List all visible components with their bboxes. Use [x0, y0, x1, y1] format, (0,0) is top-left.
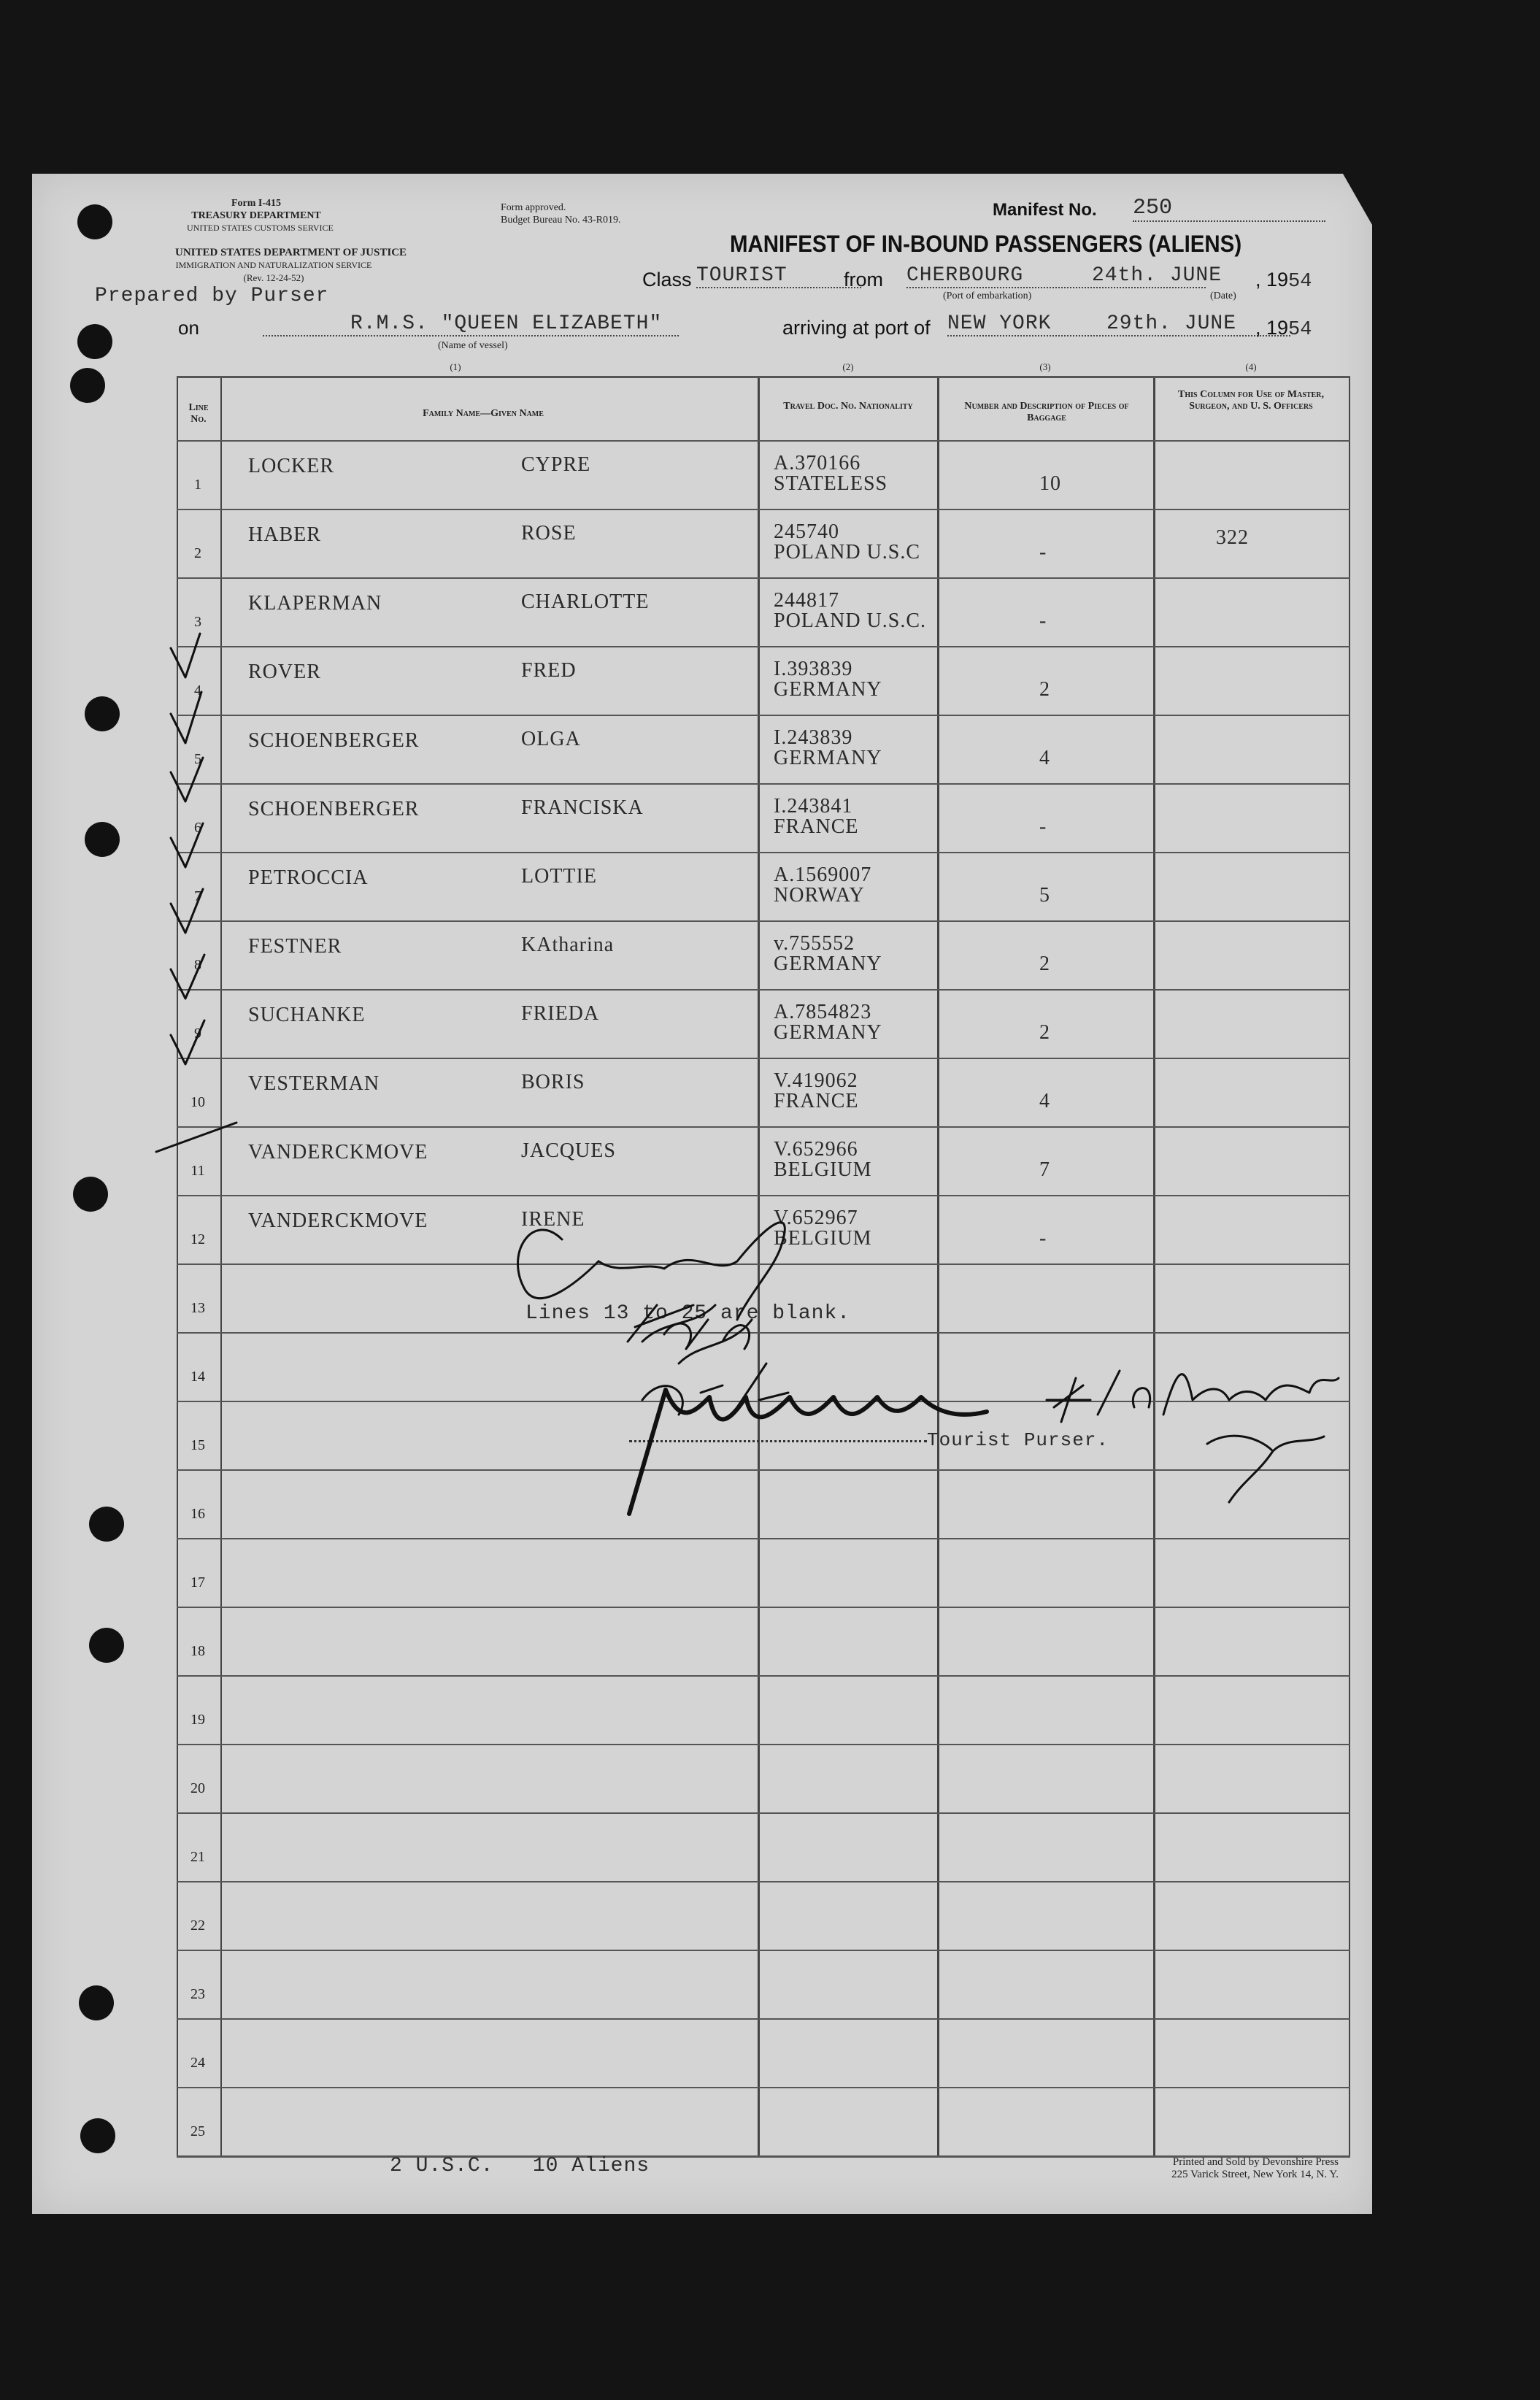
printer-line-1: Printed and Sold by Devonshire Press: [1172, 2156, 1339, 2168]
baggage-count: -: [1039, 541, 1047, 564]
passenger-given-name: FRIEDA: [521, 1002, 600, 1025]
passenger-nationality: BELGIUM: [774, 1227, 872, 1250]
form-approved: Form approved.: [501, 202, 566, 213]
row-rule: [177, 646, 1350, 647]
passenger-nationality: FRANCE: [774, 815, 859, 838]
row-rule: [177, 577, 1350, 579]
travel-doc-number: V.652967: [774, 1207, 858, 1229]
blank-lines-note: Lines 13 to 25 are blank.: [525, 1302, 851, 1325]
customs-service: UNITED STATES CUSTOMS SERVICE: [187, 223, 334, 233]
row-rule: [177, 1538, 1350, 1539]
row-rule: [177, 1812, 1350, 1814]
travel-doc-number: 244817: [774, 589, 839, 612]
travel-doc-number: I.243841: [774, 795, 853, 818]
passenger-family-name: VANDERCKMOVE: [248, 1209, 428, 1232]
treasury-department: TREASURY DEPARTMENT: [191, 210, 321, 221]
passenger-family-name: FESTNER: [248, 935, 342, 958]
line-number: 8: [194, 957, 201, 973]
passenger-given-name: IRENE: [521, 1208, 585, 1231]
purser-signature: [622, 1368, 1031, 1528]
on-label: on: [178, 317, 199, 339]
baggage-count: 2: [1039, 953, 1050, 975]
baggage-count: 5: [1039, 884, 1050, 907]
row-rule: [177, 783, 1350, 785]
date-caption: (Date): [1210, 291, 1236, 301]
line-number: 3: [194, 614, 201, 630]
passenger-nationality: STATELESS: [774, 472, 888, 495]
passenger-given-name: FRANCISKA: [521, 796, 644, 819]
class-label: Class: [642, 269, 692, 291]
passenger-nationality: GERMANY: [774, 747, 882, 769]
row-rule: [177, 1607, 1350, 1608]
line-number: 18: [190, 1643, 205, 1659]
prepared-by: Prepared by Purser: [95, 285, 329, 307]
ins-name: IMMIGRATION AND NATURALIZATION SERVICE: [175, 260, 372, 270]
line-number: 9: [194, 1026, 201, 1042]
column-number-2: (2): [842, 361, 854, 372]
punch-hole: [79, 1985, 114, 2020]
class-value: TOURIST: [696, 264, 788, 287]
passenger-family-name: VESTERMAN: [248, 1072, 380, 1095]
manifest-title: MANIFEST OF IN-BOUND PASSENGERS (ALIENS): [730, 231, 1242, 257]
line-number: 21: [190, 1849, 205, 1865]
passenger-nationality: GERMANY: [774, 953, 882, 975]
officer-note: [1039, 1356, 1353, 1524]
travel-doc-number: V.419062: [774, 1069, 858, 1092]
passenger-given-name: ROSE: [521, 522, 577, 545]
travel-doc-number: A.1569007: [774, 864, 872, 886]
baggage-count: 2: [1039, 1021, 1050, 1044]
passenger-given-name: OLGA: [521, 728, 581, 750]
embark-year: 54: [1288, 271, 1312, 293]
passenger-given-name: JACQUES: [521, 1139, 616, 1162]
row-rule: [177, 1881, 1350, 1882]
passenger-family-name: PETROCCIA: [248, 866, 369, 889]
form-revision: (Rev. 12-24-52): [243, 272, 304, 283]
vessel-caption: (Name of vessel): [438, 340, 508, 351]
row-rule: [177, 509, 1350, 510]
line-number: 25: [190, 2123, 205, 2139]
passenger-nationality: POLAND U.S.C: [774, 541, 921, 564]
passenger-family-name: SUCHANKE: [248, 1004, 366, 1026]
column-number-1: (1): [450, 361, 461, 372]
travel-doc-number: V.652966: [774, 1138, 858, 1161]
line-number: 2: [194, 545, 201, 561]
line-number: 16: [190, 1506, 205, 1522]
row-rule: [177, 1744, 1350, 1745]
line-number: 7: [194, 888, 201, 904]
line-number: 17: [190, 1574, 205, 1591]
passenger-given-name: FRED: [521, 659, 577, 682]
passenger-nationality: BELGIUM: [774, 1158, 872, 1181]
line-number: 1: [194, 477, 201, 493]
punch-hole: [85, 822, 120, 857]
passenger-family-name: SCHOENBERGER: [248, 729, 420, 752]
row-rule: [177, 715, 1350, 716]
row-rule: [177, 1126, 1350, 1128]
port-of-embarkation: CHERBOURG: [906, 264, 1024, 287]
header-line-no: Line No.: [188, 402, 209, 425]
line-number: 20: [190, 1780, 205, 1796]
header-names: Family Name—Given Name: [423, 408, 544, 419]
baggage-count: 7: [1039, 1158, 1050, 1181]
punch-hole: [89, 1507, 124, 1542]
year-prefix-2: , 19: [1255, 317, 1289, 339]
baggage-count: -: [1039, 609, 1047, 632]
travel-doc-number: A.370166: [774, 452, 861, 474]
vessel-name: R.M.S. "QUEEN ELIZABETH": [350, 312, 663, 335]
passenger-family-name: KLAPERMAN: [248, 592, 382, 615]
baggage-count: 10: [1039, 472, 1061, 495]
line-number: 5: [194, 751, 201, 767]
row-rule: [177, 1675, 1350, 1677]
punch-hole: [85, 696, 120, 731]
summary-line: 2 U.S.C. 10 Aliens: [390, 2155, 650, 2177]
row-rule: [177, 2018, 1350, 2020]
column-number-3: (3): [1039, 361, 1051, 372]
line-number: 22: [190, 1918, 205, 1934]
form-number: Form I-415: [231, 198, 282, 209]
row-rule: [177, 1950, 1350, 1951]
passenger-family-name: HABER: [248, 523, 321, 546]
baggage-count: 2: [1039, 678, 1050, 701]
budget-bureau: Budget Bureau No. 43-R019.: [501, 215, 621, 226]
row-rule: [177, 920, 1350, 922]
passenger-family-name: ROVER: [248, 661, 321, 683]
department-of-justice: UNITED STATES DEPARTMENT OF JUSTICE: [175, 247, 407, 258]
passenger-family-name: VANDERCKMOVE: [248, 1141, 428, 1164]
passenger-nationality: GERMANY: [774, 678, 882, 701]
embarkation-date: 24th. JUNE: [1092, 264, 1223, 287]
passenger-nationality: NORWAY: [774, 884, 865, 907]
year-prefix: , 19: [1255, 269, 1289, 291]
passenger-given-name: CYPRE: [521, 453, 591, 476]
line-number: 12: [190, 1231, 205, 1247]
line-number: 4: [194, 682, 201, 699]
line-number: 24: [190, 2055, 205, 2071]
passenger-given-name: CHARLOTTE: [521, 591, 650, 613]
line-number: 15: [190, 1437, 205, 1453]
line-number: 11: [190, 1163, 205, 1179]
passenger-family-name: SCHOENBERGER: [248, 798, 420, 820]
column-number-4: (4): [1245, 361, 1257, 372]
line-number: 6: [194, 820, 201, 836]
punch-hole: [73, 1177, 108, 1212]
line-number: 23: [190, 1986, 205, 2002]
manifest-number: 250: [1133, 196, 1173, 220]
travel-doc-number: 245740: [774, 520, 839, 543]
passenger-nationality: POLAND U.S.C.: [774, 609, 927, 632]
header-travel-doc: Travel Doc. No. Nationality: [783, 401, 913, 412]
baggage-count: -: [1039, 815, 1047, 838]
printer-line-2: 225 Varick Street, New York 14, N. Y.: [1171, 2169, 1339, 2180]
passenger-given-name: LOTTIE: [521, 865, 597, 888]
header-officers-column: This Column for Use of Master, Surgeon, and U. S. Officers: [1178, 389, 1324, 412]
line-number: 14: [190, 1369, 205, 1385]
row-rule: [177, 989, 1350, 991]
punch-hole: [80, 2118, 115, 2153]
travel-doc-number: I.243839: [774, 726, 853, 749]
passenger-given-name: BORIS: [521, 1071, 585, 1093]
arrival-date: 29th. JUNE: [1106, 312, 1237, 335]
line-number: 19: [190, 1712, 205, 1728]
travel-doc-number: A.7854823: [774, 1001, 872, 1023]
line-number: 13: [190, 1300, 205, 1316]
manifest-sheet: [32, 174, 1372, 2214]
tally-marks: [156, 495, 244, 1152]
port-embark-caption: (Port of embarkation): [943, 291, 1032, 301]
row-rule: [177, 2087, 1350, 2088]
line-number: 10: [190, 1094, 205, 1110]
manifest-label: Manifest No.: [993, 200, 1097, 220]
punch-hole: [89, 1628, 124, 1663]
baggage-count: 4: [1039, 747, 1050, 769]
passenger-family-name: LOCKER: [248, 455, 334, 477]
row-rule: [177, 852, 1350, 853]
travel-doc-number: I.393839: [774, 658, 853, 680]
arrival-port: NEW YORK: [947, 312, 1052, 335]
from-label: from: [844, 269, 883, 291]
passenger-nationality: FRANCE: [774, 1090, 859, 1112]
header-baggage: Number and Description of Pieces of Baggage: [964, 401, 1129, 423]
arrival-year: 54: [1288, 319, 1312, 341]
row-rule: [177, 1058, 1350, 1059]
travel-doc-number: v.755552: [774, 932, 855, 955]
passenger-nationality: GERMANY: [774, 1021, 882, 1044]
passenger-given-name: KAtharina: [521, 934, 615, 956]
punch-hole: [77, 204, 112, 239]
purser-title: Tourist Purser.: [927, 1429, 1109, 1451]
baggage-count: 4: [1039, 1090, 1050, 1112]
punch-hole: [77, 324, 112, 359]
baggage-count: -: [1039, 1227, 1047, 1250]
arriving-label: arriving at port of: [782, 317, 931, 339]
officer-mark: 322: [1216, 526, 1249, 549]
punch-hole: [70, 368, 105, 403]
